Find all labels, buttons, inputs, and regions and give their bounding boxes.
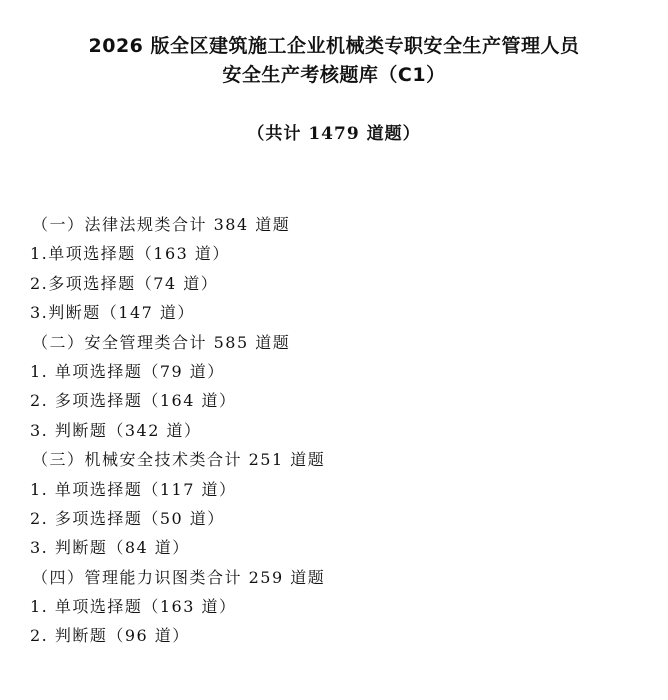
document-subtitle: （共计 1479 道题） <box>247 124 421 144</box>
section-heading: （二）安全管理类合计 585 道题 <box>32 332 291 352</box>
question-type-item: 1.单项选择题（163 道） <box>30 244 230 264</box>
section-heading: （四）管理能力识图类合计 259 道题 <box>32 567 326 587</box>
question-type-item: 3. 判断题（342 道） <box>30 420 202 440</box>
section-heading: （三）机械安全技术类合计 251 道题 <box>32 450 326 470</box>
question-type-item: 2. 判断题（96 道） <box>30 626 190 646</box>
section-heading: （一）法律法规类合计 384 道题 <box>32 215 291 234</box>
question-count-list <box>30 210 630 651</box>
question-type-item: 1. 单项选择题（79 道） <box>30 361 225 381</box>
question-type-item: 2.多项选择题（74 道） <box>30 273 219 293</box>
question-type-item: 3. 判断题（84 道） <box>30 538 190 558</box>
question-type-item: 3.判断题（147 道） <box>30 303 195 323</box>
question-type-item: 2. 多项选择题（50 道） <box>30 508 225 528</box>
document-title-line-1: 2026 版全区建筑施工企业机械类专职安全生产管理人员 <box>88 35 580 57</box>
document-title-line-2: 安全生产考核题库（C1） <box>222 64 446 86</box>
question-type-item: 1. 单项选择题（117 道） <box>30 479 237 499</box>
question-type-item: 2. 多项选择题（164 道） <box>30 391 237 411</box>
question-type-item: 1. 单项选择题（163 道） <box>30 597 237 617</box>
